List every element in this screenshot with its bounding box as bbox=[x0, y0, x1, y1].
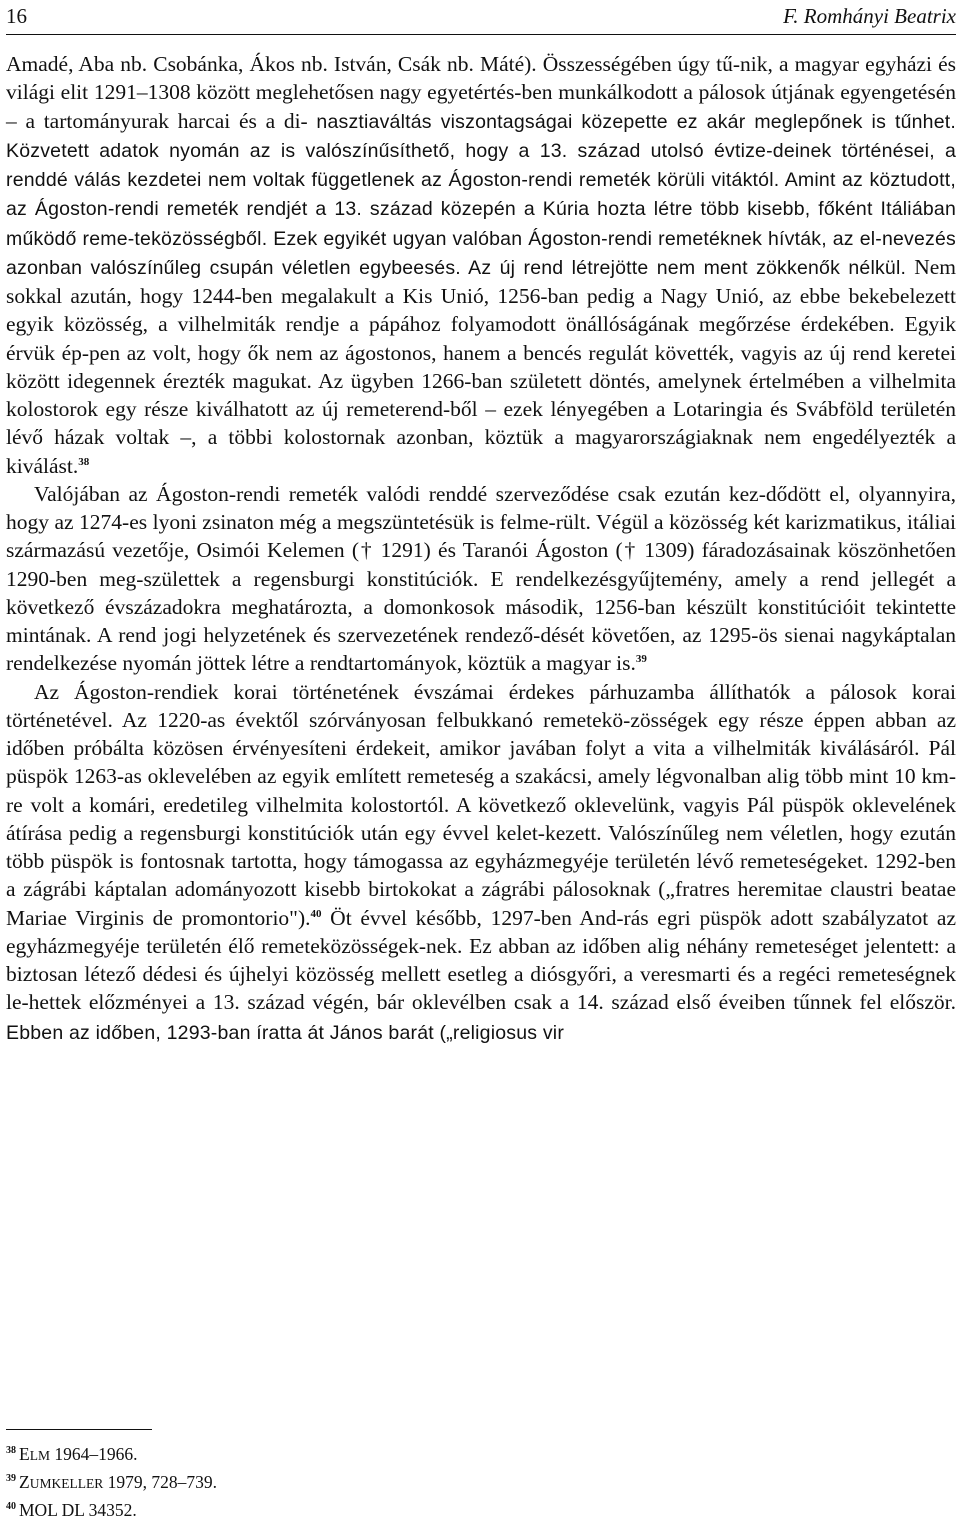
footnote-author-rest: UMKELLER bbox=[29, 1476, 104, 1491]
footnote-text: 1979, 728–739. bbox=[103, 1472, 217, 1492]
footnote-author-initial: Z bbox=[19, 1472, 30, 1492]
footnote-author-initial: E bbox=[19, 1444, 30, 1464]
paragraph-1-part-c: Közvetett adatok nyomán az is valószínűsíthető, hogy a 13. század utolsó évtize-deinek történései, a renddé válás kezdetei nem voltak függetlenek az Ágoston-rendi remeték körüli vitáktól. Amint az köztudott, az Ágoston-rendi remeték rendjét a 13. század közepén a Kúria hozta létre több kisebb, főként Itáliában működő reme-teközösségből. Ezek egyikét ugyan valóban Ágoston-rendi remetéknek hívták, az el-nevezés azonban valószínűleg csupán véletlen egybeesés. Az új rend létrejötte nem ment zökkenők nélkül. bbox=[6, 139, 956, 279]
footnote-40 bbox=[6, 1497, 956, 1523]
footnote-38 bbox=[6, 1441, 956, 1469]
footnote-number: 40 bbox=[6, 1501, 16, 1513]
paragraph-3 bbox=[6, 678, 956, 1047]
paragraph-3-part-c: Öt évvel később, 1297-ben And-rás egri püspök adott szabályzatot az egyházmegyéje területén élő remeteközösségek-nek. Ez abban az időben alig néhány remeteséget jelentett: a biztosan létező dédesi és újhelyi közösség mellett esetleg a diósgyőri, a veresmarti és a regéci remeteségnek le-hettek előzményei a 13. század végén, bár oklevélben csak a 14. század első éveiben bbox=[6, 905, 956, 1015]
footnote-text: 1964–1966. bbox=[49, 1444, 138, 1464]
paragraph-3-part-a: Az Ágoston-rendiek korai történetének évszámai érdekes párhuzamba állíthatók a pálosok korai történetével. bbox=[6, 679, 956, 732]
paragraph-3-part-b: Az 1220-as évektől szórványosan felbukkanó remetekö-zösségek egy része éppen abban az időben próbálta közösen érvényesíteni érdekeit, amikor javában folyt a vita a vilhelmiták kiválásáról. Pál püspök 1263-as oklevelében az egyik említett remeteség a szakácsi, amely légvonalban alig több mint 10 km-re volt a komári, eredetileg vilhelmita kolostortól. A következő oklevelünk, vagyis Pál püspök oklevelének átírása pedig a regensburgi konstitúciók után egy évvel kelet-kezett. Valószínűleg nem véletlen, hogy ezután több püspök is fontosnak tartotta, hogy támogassa az egyházmegyéje területén lévő remeteségeket. 1292-ben a zágrábi káptalan adományozott kisebb birtokokat a zágrábi pálosoknak („fratres heremitae claustri beatae Mariae Virginis de promontorio"). bbox=[6, 707, 956, 930]
footnote-author-rest: LM bbox=[29, 1448, 50, 1463]
footnote-ref-40[interactable]: 40 bbox=[310, 907, 322, 920]
footnote-ref-38[interactable]: 38 bbox=[78, 455, 90, 468]
page-number: 16 bbox=[6, 4, 27, 28]
body-text bbox=[6, 50, 956, 1047]
running-head: F. Romhányi Beatrix bbox=[783, 4, 956, 28]
paragraph-3-part-e: Ebben az időben, 1293-ban íratta át János barát („religiosus vir bbox=[6, 1021, 565, 1044]
paragraph-2 bbox=[6, 480, 956, 678]
paragraph-1-part-b: nasztiaváltás viszontagságai közepette ez akár meglepőnek is tűnhet. bbox=[316, 110, 956, 133]
footnote-39 bbox=[6, 1469, 956, 1497]
footnote-rule bbox=[6, 1429, 152, 1430]
page-header bbox=[6, 4, 956, 36]
footnote-text: MOL DL 34352. bbox=[19, 1500, 137, 1520]
footnotes bbox=[6, 1441, 956, 1523]
footnote-ref-39[interactable]: 39 bbox=[635, 653, 647, 666]
paragraph-1-part-d: Nem sokkal azután, hogy 1244-ben megalakult a Kis Unió, 1256-ban pedig a Nagy Unió, az ebbe bekebelezett egyik közösség, a vilhelmiták rendje a pápához folyamodott önállóságának megőrzése érdekében. Egyik érvük ép-pen az volt, hogy ők nem az ágostonos, hanem a bencés regulát követték, vagyis az új rend keretei között idegennek érezték magukat. Az ügyben 1266-ban született döntés, amelynek értelmében a vilhelmita kolostorok egy része kiválhatott az új remeterend-ből – ezek lényegében a Lotaringia és Svábföld területén lévő házak voltak –, a többi kolostornak azonban, köztük a magyarországiaknak nem engedélyezték a kiválást. bbox=[6, 254, 956, 478]
footnote-number: 39 bbox=[6, 1473, 16, 1485]
header-rule bbox=[6, 34, 956, 35]
paragraph-3-part-d: tűnnek fel először. bbox=[793, 990, 956, 1015]
paragraph-1 bbox=[6, 50, 956, 480]
page bbox=[6, 0, 956, 1520]
footnote-number: 38 bbox=[6, 1445, 16, 1457]
paragraph-1-part-a: Amadé, Aba nb. Csobánka, Ákos nb. István, Csák nb. Máté). Összességében úgy tű-nik, a magyar egyházi és világi elit 1291–1308 között meglehetősen nagy egyetértés-ben munkálkodott a pálosok útjának egyengetésén – a tartományurak harcai és a di- bbox=[6, 52, 956, 133]
paragraph-2-text: Valójában az Ágoston-rendi remeték valódi renddé szerveződése csak ezután kez-dődött el, olyannyira, hogy az 1274-es lyoni zsinaton még a megszüntetésük is felme-rült. Végül a közösség két karizmatikus, itáliai származású vezetője, Osimói Kelemen († 1291) és Taranói Ágoston († 1309) fáradozásainak köszönhetően 1290-ben meg-születtek a regensburgi konstitúciók. E rendelkezésgyűjtemény, amely a rend jellegét a következő évszázadokra meghatározta, a domonkosok második, 1256-ban készült konstitúcióit tekintette mintának. A rend jogi helyzetének és szervezetének rendező-dését követően, az 1295-ös sienai nagykáptalan rendelkezése nyomán jöttek létre a rendtartományok, köztük a magyar is. bbox=[6, 481, 956, 676]
